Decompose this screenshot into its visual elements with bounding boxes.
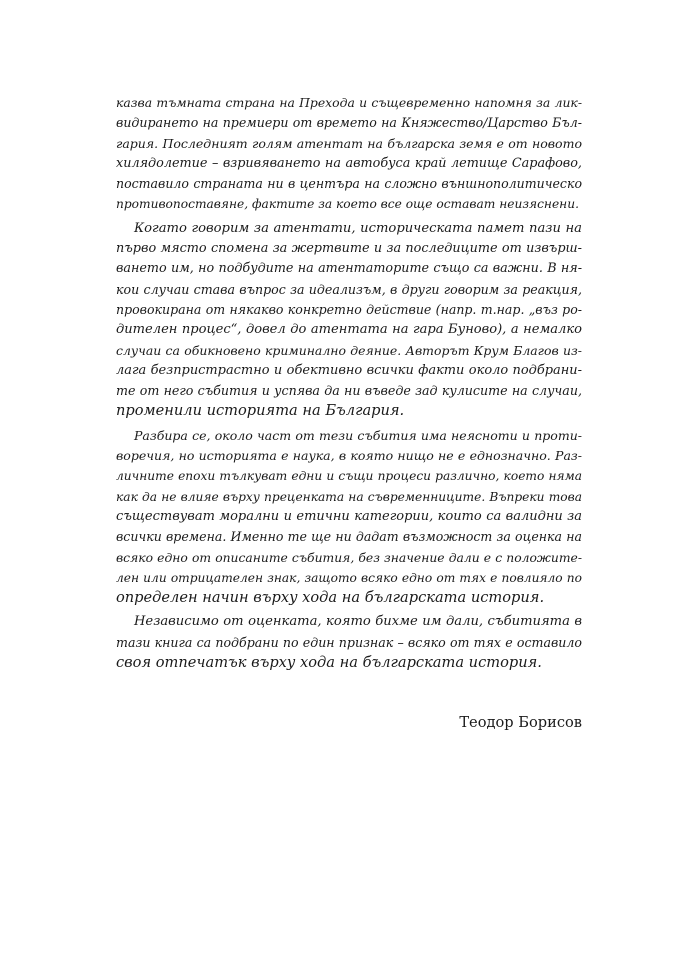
text-line: лен или отрицателен знак, защото всяко едно от тях е повлияло по <box>116 570 582 585</box>
paragraph-4 <box>116 612 582 673</box>
paragraph-2 <box>116 219 582 422</box>
author-signature: Теодор Борисов <box>459 714 582 731</box>
text-line: съществуват морални и етични категории, които са валидни за <box>116 508 582 524</box>
text-line: воречия, но историята е наука, в която нищо не е еднозначно. Раз- <box>116 448 582 464</box>
text-line: казва тъмната страна на Прехода и същевременно напомня за лик- <box>116 95 582 110</box>
text-line: първо място спомена за жертвите и за последиците от извърш- <box>116 241 582 257</box>
text-line: провокирана от някакво конкретно действие (напр. т.нар. „въз ро- <box>116 301 582 317</box>
text-line: противопоставяне, фактите за което все още остават неизяснени. <box>116 197 579 212</box>
text-line: случаи са обикновено криминално деяние. Авторът Крум Благов из- <box>116 342 582 358</box>
text-line: дителен процес“, довел до атентата на гара Буново), а немалко <box>116 322 582 338</box>
text-line: гария. Последният голям атентат на българска земя е от новото <box>116 135 582 151</box>
text-line: Независимо от оценката, която бихме им дали, събитията в <box>134 614 582 630</box>
text-line: определен начин върху хода на българската история. <box>116 589 545 607</box>
text-line: кои случаи става въпрос за идеализъм, в други говорим за реакция, <box>116 281 582 297</box>
text-line: как да не влияе върху преценката на съвременниците. Въпреки това <box>116 489 582 504</box>
text-line: поставило страната ни в центъра на сложно външнополитическо <box>116 176 582 192</box>
paragraph-3 <box>116 426 582 609</box>
text-line: видирането на премиери от времето на Княжество/Царство Бъл- <box>116 115 582 131</box>
text-line: те от него събития и успява да ни въведе зад кулисите на случаи, <box>116 383 582 399</box>
text-line: променили историята на България. <box>116 402 405 420</box>
text-line: тази книга са подбрани по един признак – всяко от тях е оставило <box>116 634 582 650</box>
text-line: личните епохи тълкуват едни и същи процеси различно, което няма <box>116 469 582 484</box>
paragraph-1 <box>116 93 582 215</box>
text-line: ването им, но подбудите на атентаторите също са важни. В ня- <box>116 261 582 277</box>
body-text <box>116 93 582 673</box>
text-line: хилядолетие – взривяването на автобуса край летище Сарафово, <box>116 155 582 171</box>
text-line: своя отпечатък върху хода на българската история. <box>116 654 542 672</box>
text-line: лага безпристрастно и обективно всички факти около подбрани- <box>116 362 582 378</box>
text-line: всяко едно от описаните събития, без значение дали е с положите- <box>116 550 582 565</box>
text-line: Разбира се, около част от тези събития има неясноти и проти- <box>134 427 582 443</box>
text-line: Когато говорим за атентати, историческата памет пази на <box>134 220 582 236</box>
text-line: всички времена. Именно те ще ни дадат възможност за оценка на <box>116 529 582 545</box>
